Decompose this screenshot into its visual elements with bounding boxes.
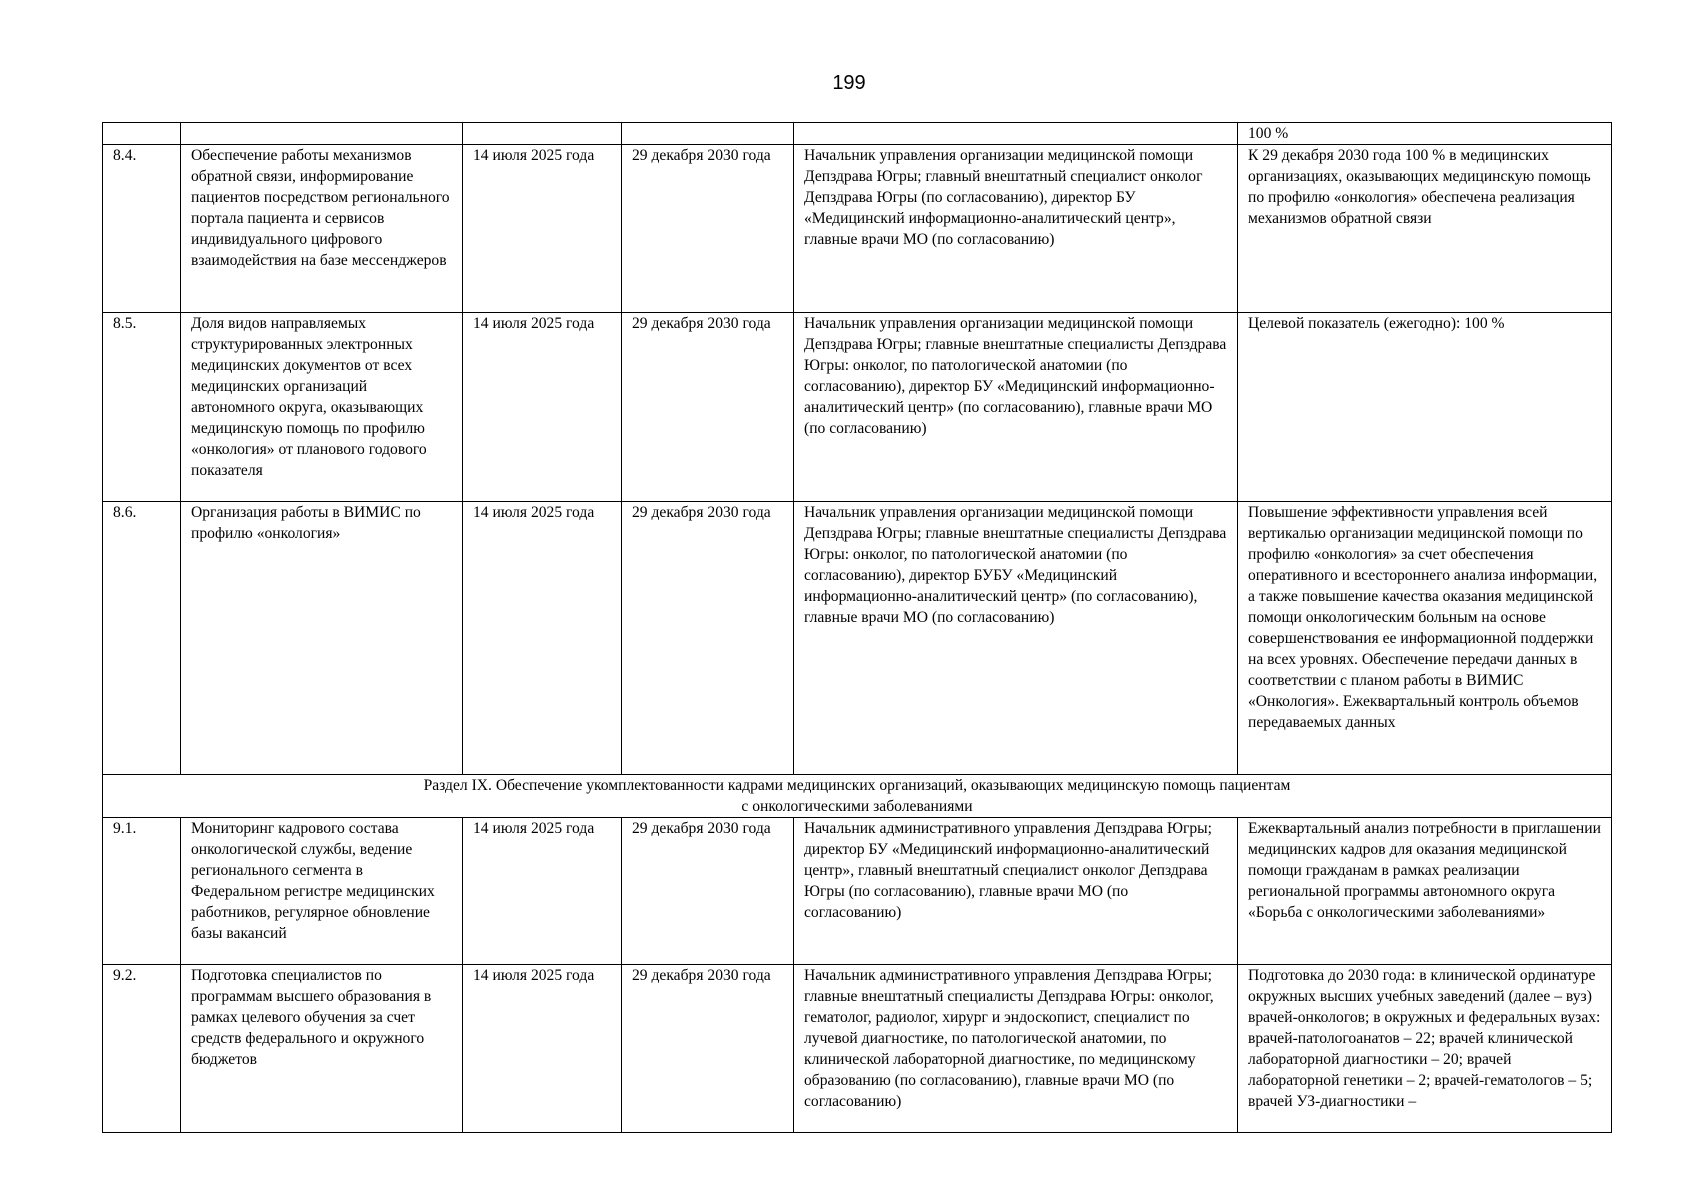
cell-responsible: Начальник административного управления Депздрава Югры; директор БУ «Медицинский информационно-аналитический центр», главный внештатный специалист онколог Депздрава Югры (по согласованию), главные врачи МО (по согласованию) xyxy=(794,818,1238,965)
cell-result: Ежеквартальный анализ потребности в приглашении медицинских кадров для оказания медицинской помощи гражданам в рамках реализации региональной программы автономного округа «Борьба с онкологическими заболеваниями» xyxy=(1238,818,1612,965)
cell-end: 29 декабря 2030 года xyxy=(622,313,794,502)
cell-responsible: Начальник управления организации медицинской помощи Депздрава Югры; главные внештатные специалисты Депздрава Югры: онколог, по патологической анатомии (по согласованию), директор БУ «Медицинский информационно-аналитический центр» (по согласованию), главные врачи МО (по согласованию) xyxy=(794,313,1238,502)
table-row xyxy=(103,123,1612,145)
cell-end xyxy=(622,123,794,145)
section-header-line2: с онкологическими заболеваниями xyxy=(741,798,973,815)
cell-num: 9.2. xyxy=(103,965,181,1133)
cell-result: Подготовка до 2030 года: в клинической ординатуре окружных высших учебных заведений (далее – вуз) врачей-онкологов; в окружных и федеральных вузах: врачей-патологоанатов – 22; врачей клинической лабораторной диагностики – 20; врачей лабораторной генетики – 2; врачей-гематологов – 5; врачей УЗ-диагностики – xyxy=(1238,965,1612,1133)
cell-name: Мониторинг кадрового состава онкологической службы, ведение регионального сегмента в Федеральном регистре медицинских работников, регулярное обновление базы вакансий xyxy=(181,818,463,965)
cell-num: 8.4. xyxy=(103,145,181,313)
cell-responsible xyxy=(794,123,1238,145)
cell-num: 9.1. xyxy=(103,818,181,965)
cell-name: Подготовка специалистов по программам высшего образования в рамках целевого обучения за счет средств федерального и окружного бюджетов xyxy=(181,965,463,1133)
cell-end: 29 декабря 2030 года xyxy=(622,965,794,1133)
cell-result: К 29 декабря 2030 года 100 % в медицинских организациях, оказывающих медицинскую помощь по профилю «онкология» обеспечена реализация механизмов обратной связи xyxy=(1238,145,1612,313)
table-row xyxy=(103,965,1612,1133)
cell-start: 14 июля 2025 года xyxy=(463,313,622,502)
table-row xyxy=(103,818,1612,965)
page-number: 199 xyxy=(832,72,866,94)
cell-name xyxy=(181,123,463,145)
cell-result: 100 % xyxy=(1238,123,1612,145)
section-header xyxy=(103,775,1612,818)
cell-end: 29 декабря 2030 года xyxy=(622,502,794,775)
cell-result: Целевой показатель (ежегодно): 100 % xyxy=(1238,313,1612,502)
cell-num: 8.5. xyxy=(103,313,181,502)
cell-result: Повышение эффективности управления всей вертикалью организации медицинской помощи по профилю «онкология» за счет обеспечения оперативного и всестороннего анализа информации, а также повышение качества оказания медицинской помощи онкологическим больным на основе совершенствования ее информационной поддержки на всех уровнях. Обеспечение передачи данных в соответствии с планом работы в ВИМИС «Онкология». Ежеквартальный контроль объемов передаваемых данных xyxy=(1238,502,1612,775)
section-header-row xyxy=(103,775,1612,818)
cell-name: Организация работы в ВИМИС по профилю «онкология» xyxy=(181,502,463,775)
cell-responsible: Начальник управления организации медицинской помощи Депздрава Югры; главные внештатные специалисты Депздрава Югры: онколог, по патологической анатомии (по согласованию), директор БУБУ «Медицинский информационно-аналитический центр» (по согласованию), главные врачи МО (по согласованию) xyxy=(794,502,1238,775)
cell-end: 29 декабря 2030 года xyxy=(622,145,794,313)
table-row xyxy=(103,313,1612,502)
cell-start: 14 июля 2025 года xyxy=(463,965,622,1133)
plan-table xyxy=(102,122,1612,1133)
cell-name: Обеспечение работы механизмов обратной связи, информирование пациентов посредством регионального портала пациента и сервисов индивидуального цифрового взаимодействия на базе мессенджеров xyxy=(181,145,463,313)
cell-num xyxy=(103,123,181,145)
cell-start: 14 июля 2025 года xyxy=(463,818,622,965)
cell-responsible: Начальник административного управления Депздрава Югры; главные внештатный специалисты Депздрава Югры: онколог, гематолог, радиолог, хирург и эндоскопист, специалист по лучевой диагностике, по патологической анатомии, по клинической лабораторной диагностике, по медицинскому образованию (по согласованию), главные врачи МО (по согласованию) xyxy=(794,965,1238,1133)
cell-responsible: Начальник управления организации медицинской помощи Депздрава Югры; главный внештатный специалист онколог Депздрава Югры (по согласованию), директор БУ «Медицинский информационно-аналитический центр», главные врачи МО (по согласованию) xyxy=(794,145,1238,313)
table-row xyxy=(103,145,1612,313)
cell-num: 8.6. xyxy=(103,502,181,775)
cell-name: Доля видов направляемых структурированных электронных медицинских документов от всех медицинских организаций автономного округа, оказывающих медицинскую помощь по профилю «онкология» от планового годового показателя xyxy=(181,313,463,502)
cell-start: 14 июля 2025 года xyxy=(463,145,622,313)
table-row xyxy=(103,502,1612,775)
cell-end: 29 декабря 2030 года xyxy=(622,818,794,965)
cell-start: 14 июля 2025 года xyxy=(463,502,622,775)
section-header-line1: Раздел IX. Обеспечение укомплектованности кадрами медицинских организаций, оказывающих медицинскую помощь пациентам xyxy=(423,777,1291,794)
cell-start xyxy=(463,123,622,145)
